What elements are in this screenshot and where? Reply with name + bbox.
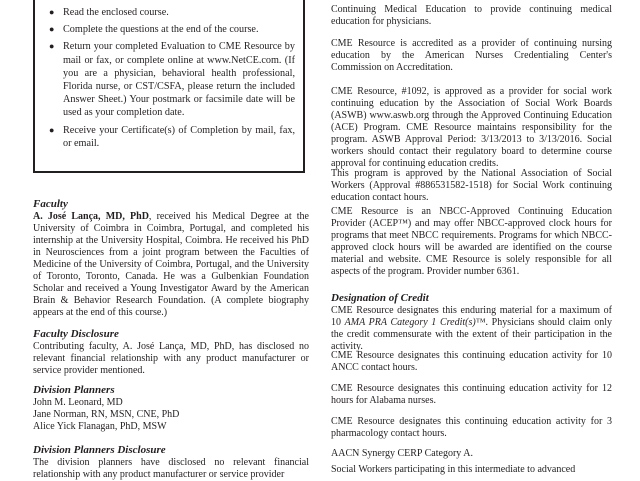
- bullet-icon: ●: [49, 41, 55, 52]
- designation-alabama: CME Resource designates this continuing education activity for 12 hours for Alabama nurses.: [331, 383, 612, 406]
- bullet-icon: ●: [49, 24, 55, 35]
- box-title: [35, 0, 303, 1]
- bullet-icon: ●: [49, 124, 55, 135]
- division-planners-disclosure-heading: Division Planners Disclosure: [33, 444, 166, 456]
- list-item: ● Read the enclosed course.: [49, 7, 169, 18]
- planner-name: Alice Yick Flanagan, PhD, MSW: [33, 421, 167, 432]
- how-to-receive-credit-box: [33, 0, 305, 173]
- list-item: ● Complete the questions at the end of the course.: [49, 24, 259, 36]
- designation-social-workers: Social Workers participating in this intermediate to advanced: [331, 464, 576, 475]
- designation-aacn: AACN Synergy CERP Category A.: [331, 448, 473, 459]
- division-planners-heading: Division Planners: [33, 384, 115, 396]
- accreditation-ancc: CME Resource is accredited as a provider of continuing nursing education by the American Nurses Credentialing Center's Commission on Accreditation.: [331, 38, 612, 73]
- division-planners-disclosure-text: The division planners have disclosed no relevant financial relationship with any product manufacturer or service provider: [33, 457, 309, 480]
- credit-steps-list: [49, 6, 295, 154]
- accreditation-nbcc: CME Resource is an NBCC-Approved Continuing Education Provider (ACEP™) and may offer NBCC-approved clock hours for programs that meet NBCC requirements. Programs for which NBCC-approved clock hours will be awarded are identified on the course material and website. CME Resource is solely responsible for all aspects of the program. Provider number 6361.: [331, 206, 612, 277]
- designation-heading: Designation of Credit: [331, 292, 429, 304]
- list-item: ● Receive your Certificate(s) of Completion by mail, fax, or email.: [49, 124, 295, 149]
- faculty-heading: Faculty: [33, 198, 68, 210]
- accreditation-cme: Continuing Medical Education to provide continuing medical education for physicians.: [331, 4, 612, 27]
- designation-ancc: CME Resource designates this continuing education activity for 10 ANCC contact hours.: [331, 350, 612, 373]
- accreditation-aswb: CME Resource, #1092, is approved as a provider for social work continuing education by the Association of Social Work Boards (ASWB) www.aswb.org through the Approved Continuing Education (ACE) Program. CME Resource maintains responsibility for the program. ASWB Approval Period: 3/13/2013 to 3/13/2016. Social workers should contact their regulatory board to determine course approval for continuing education credits.: [331, 86, 612, 169]
- planner-name: Jane Norman, RN, MSN, CNE, PhD: [33, 409, 180, 420]
- faculty-bio: A. José Lança, MD, PhD, received his Medical Degree at the University of Coimbra in Coimbra, Portugal, and completed his internship at the University Hospital, Coimbra. He received his PhD in Neurosciences from a joint program between the Faculties of Medicine of the University of Coimbra, Portugal, and the University of Toronto, Toronto, Canada. He was a Gulbenkian Foundation Scholar and received a Young Investigator Award by the American Brain & Behavior Research Foundation. (A complete biography appears at the end of this course.): [33, 211, 309, 318]
- faculty-disclosure-text: Contributing faculty, A. José Lança, MD, PhD, has disclosed no relevant financial relationship with any product manufacturer or service provider mentioned.: [33, 341, 309, 376]
- accreditation-nasw: This program is approved by the National Association of Social Workers (Approval #886531582-1518) for Social Work continuing education contact hours.: [331, 168, 612, 203]
- list-item: ● Return your completed Evaluation to CME Resource by mail or fax, or complete online at www.NetCE.com. (If you are a physician, behavioral health professional, Florida nurse, or CST/CSFA, please return the included Answer Sheet.) Your postmark or facsimile date will be used as your completion date.: [49, 41, 295, 119]
- faculty-disclosure-heading: Faculty Disclosure: [33, 328, 119, 340]
- faculty-name: A. José Lança, MD, PhD: [33, 211, 149, 222]
- planner-name: John M. Leonard, MD: [33, 397, 123, 408]
- bullet-icon: ●: [49, 7, 55, 17]
- designation-ama: CME Resource designates this enduring material for a maximum of 10 AMA PRA Category 1 Credit(s)™. Physicians should claim only the credit commensurate with the extent of their participation in the activity.: [331, 305, 613, 352]
- designation-pharmacology: CME Resource designates this continuing education activity for 3 pharmacology contact hours.: [331, 416, 612, 439]
